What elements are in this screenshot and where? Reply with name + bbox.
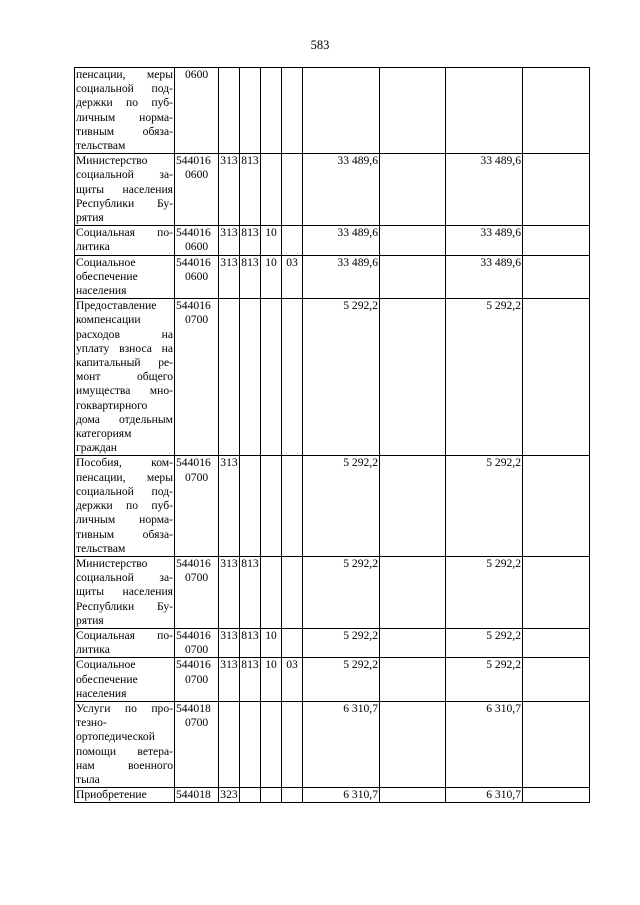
kvr-code-cell: 813	[240, 255, 261, 299]
section-code-cell: 10	[261, 255, 282, 299]
grbs-code-cell: 313	[219, 628, 240, 657]
federal-amount-cell	[380, 68, 446, 154]
republic-amount-cell: 5 292,2	[446, 456, 523, 556]
target-article-code-cell	[175, 556, 219, 628]
target-article-code-line: 0600	[185, 168, 209, 182]
item-name-line: Социальное	[76, 255, 136, 269]
item-name-line: тельствам	[76, 541, 126, 555]
item-name-line: населения	[76, 284, 127, 298]
kvr-code-cell: 813	[240, 658, 261, 702]
target-article-code-line: 0700	[185, 470, 209, 484]
section-code-cell	[261, 556, 282, 628]
federal-amount-cell	[380, 658, 446, 702]
federal-amount-cell	[380, 154, 446, 226]
grbs-code-cell: 313	[219, 255, 240, 299]
item-name-line: щиты населения	[76, 182, 173, 196]
target-article-code-cell	[175, 226, 219, 255]
item-name-line: обеспечение	[76, 672, 138, 686]
other-amount-cell	[523, 788, 590, 803]
other-amount-cell	[523, 701, 590, 787]
table-row	[75, 701, 590, 787]
federal-amount-cell	[380, 299, 446, 456]
republic-amount-cell: 33 489,6	[446, 154, 523, 226]
target-article-code-line: 0600	[185, 269, 209, 283]
item-name-line: Услуги по про-	[76, 701, 173, 715]
target-article-code-line: 0700	[185, 716, 209, 730]
table-row	[75, 628, 590, 657]
grbs-code-cell: 313	[219, 226, 240, 255]
item-name-line: Республики Бу-	[76, 196, 173, 210]
item-name-line: дома отдельным	[76, 412, 173, 426]
republic-amount-cell	[446, 68, 523, 154]
total-amount-cell: 6 310,7	[303, 788, 380, 803]
grbs-code-cell	[219, 299, 240, 456]
table-row	[75, 788, 590, 803]
item-name-line: литика	[76, 240, 110, 254]
section-code-cell	[261, 701, 282, 787]
item-name-cell	[75, 154, 175, 226]
item-name-cell	[75, 255, 175, 299]
republic-amount-cell: 6 310,7	[446, 788, 523, 803]
subsection-code-cell	[282, 154, 303, 226]
total-amount-cell: 5 292,2	[303, 556, 380, 628]
item-name-cell	[75, 701, 175, 787]
item-name-cell	[75, 628, 175, 657]
item-name-cell	[75, 456, 175, 556]
target-article-code-cell	[175, 154, 219, 226]
table-row	[75, 456, 590, 556]
other-amount-cell	[523, 255, 590, 299]
republic-amount-cell: 33 489,6	[446, 226, 523, 255]
kvr-code-cell	[240, 299, 261, 456]
table-row	[75, 299, 590, 456]
budget-table	[74, 67, 590, 803]
item-name-line: населения	[76, 686, 127, 700]
total-amount-cell: 5 292,2	[303, 456, 380, 556]
item-name-cell	[75, 226, 175, 255]
grbs-code-cell	[219, 701, 240, 787]
total-amount-cell: 6 310,7	[303, 701, 380, 787]
other-amount-cell	[523, 226, 590, 255]
item-name-line: держки по пуб-	[76, 96, 173, 110]
section-code-cell: 10	[261, 226, 282, 255]
target-article-code-line: 0600	[185, 68, 209, 81]
table-row	[75, 226, 590, 255]
target-article-code-cell	[175, 628, 219, 657]
section-code-cell	[261, 788, 282, 803]
republic-amount-cell: 5 292,2	[446, 299, 523, 456]
table-row	[75, 658, 590, 702]
item-name-line: личным норма-	[76, 513, 173, 527]
federal-amount-cell	[380, 255, 446, 299]
item-name-line: Министерство	[76, 556, 148, 570]
table-row	[75, 68, 590, 154]
item-name-line: нам военного	[76, 758, 173, 772]
target-article-code-line: 0700	[185, 643, 209, 657]
item-name-line: Предоставление	[76, 299, 157, 313]
item-name-cell	[75, 556, 175, 628]
grbs-code-cell: 313	[219, 658, 240, 702]
federal-amount-cell	[380, 701, 446, 787]
target-article-code-cell	[175, 456, 219, 556]
kvr-code-cell	[240, 68, 261, 154]
item-name-line: личным норма-	[76, 110, 173, 124]
federal-amount-cell	[380, 788, 446, 803]
target-article-code-line: 544016	[176, 556, 211, 570]
target-article-code-line: 0600	[185, 240, 209, 254]
table-body	[75, 68, 590, 803]
target-article-code-line: 0700	[185, 672, 209, 686]
item-name-line: имущества мно-	[76, 384, 173, 398]
item-name-line: пенсации, меры	[76, 470, 173, 484]
item-name-line: тивным обяза-	[76, 124, 173, 138]
target-article-code-cell	[175, 255, 219, 299]
grbs-code-cell: 313	[219, 154, 240, 226]
kvr-code-cell: 813	[240, 154, 261, 226]
subsection-code-cell	[282, 628, 303, 657]
item-name-cell	[75, 658, 175, 702]
total-amount-cell: 5 292,2	[303, 628, 380, 657]
federal-amount-cell	[380, 456, 446, 556]
other-amount-cell	[523, 658, 590, 702]
table-row	[75, 556, 590, 628]
target-article-code-line: 544016	[176, 299, 211, 313]
item-name-line: литика	[76, 643, 110, 657]
item-name-line: уплату взноса на	[76, 341, 173, 355]
target-article-code-line: 0700	[185, 313, 209, 327]
total-amount-cell: 33 489,6	[303, 226, 380, 255]
target-article-code-line: 544018	[176, 701, 211, 715]
item-name-cell	[75, 299, 175, 456]
target-article-code-cell	[175, 658, 219, 702]
item-name-line: рятия	[76, 613, 104, 627]
subsection-code-cell	[282, 68, 303, 154]
other-amount-cell	[523, 154, 590, 226]
section-code-cell: 10	[261, 628, 282, 657]
item-name-line: категориям	[76, 427, 132, 441]
item-name-line: социальной за-	[76, 571, 173, 585]
section-code-cell: 10	[261, 658, 282, 702]
item-name-line: Пособия, ком-	[76, 456, 173, 470]
item-name-line: капитальный ре-	[76, 356, 173, 370]
section-code-cell	[261, 456, 282, 556]
total-amount-cell: 33 489,6	[303, 255, 380, 299]
other-amount-cell	[523, 299, 590, 456]
kvr-code-cell	[240, 788, 261, 803]
federal-amount-cell	[380, 556, 446, 628]
subsection-code-cell: 03	[282, 255, 303, 299]
kvr-code-cell: 813	[240, 556, 261, 628]
item-name-line: компенсации	[76, 313, 141, 327]
target-article-code-line: 544016	[176, 628, 211, 642]
other-amount-cell	[523, 456, 590, 556]
republic-amount-cell: 5 292,2	[446, 658, 523, 702]
item-name-line: Социальное	[76, 658, 136, 672]
page-number: 583	[310, 38, 330, 52]
item-name-line: рятия	[76, 211, 104, 225]
grbs-code-cell: 313	[219, 556, 240, 628]
target-article-code-line: 544016	[176, 154, 211, 168]
section-code-cell	[261, 68, 282, 154]
item-name-line: Социальная по-	[76, 226, 173, 240]
other-amount-cell	[523, 68, 590, 154]
subsection-code-cell	[282, 788, 303, 803]
other-amount-cell	[523, 628, 590, 657]
republic-amount-cell: 5 292,2	[446, 556, 523, 628]
item-name-line: социальной под-	[76, 82, 173, 96]
item-name-line: социальной под-	[76, 484, 173, 498]
total-amount-cell: 33 489,6	[303, 154, 380, 226]
item-name-line: расходов на	[76, 327, 173, 341]
subsection-code-cell	[282, 299, 303, 456]
item-name-cell	[75, 788, 175, 803]
item-name-line: Республики Бу-	[76, 599, 173, 613]
target-article-code-line: 544016	[176, 456, 211, 470]
table-row	[75, 255, 590, 299]
item-name-line: Приобретение	[76, 788, 147, 802]
target-article-code-cell	[175, 299, 219, 456]
target-article-code-line: 544016	[176, 255, 211, 269]
subsection-code-cell	[282, 226, 303, 255]
republic-amount-cell: 33 489,6	[446, 255, 523, 299]
target-article-code-line: 0700	[185, 571, 209, 585]
grbs-code-cell: 313	[219, 456, 240, 556]
kvr-code-cell	[240, 456, 261, 556]
republic-amount-cell: 6 310,7	[446, 701, 523, 787]
item-name-line: Министерство	[76, 154, 148, 168]
total-amount-cell: 5 292,2	[303, 299, 380, 456]
section-code-cell	[261, 299, 282, 456]
item-name-line: монт общего	[76, 370, 173, 384]
target-article-code-cell	[175, 68, 219, 154]
item-name-cell	[75, 68, 175, 154]
kvr-code-cell: 813	[240, 628, 261, 657]
kvr-code-cell: 813	[240, 226, 261, 255]
total-amount-cell: 5 292,2	[303, 658, 380, 702]
republic-amount-cell: 5 292,2	[446, 628, 523, 657]
grbs-code-cell: 323	[220, 788, 238, 802]
item-name-line: тельствам	[76, 139, 126, 153]
item-name-line: держки по пуб-	[76, 499, 173, 513]
item-name-line: пенсации, меры	[76, 68, 173, 81]
target-article-code-line: 544018	[176, 788, 211, 802]
other-amount-cell	[523, 556, 590, 628]
item-name-line: граждан	[76, 441, 117, 455]
subsection-code-cell: 03	[282, 658, 303, 702]
item-name-line: социальной за-	[76, 168, 173, 182]
target-article-code-cell	[175, 788, 219, 803]
table-row	[75, 154, 590, 226]
item-name-line: тыла	[76, 772, 100, 786]
item-name-line: тезно-	[76, 716, 107, 730]
grbs-code-cell	[219, 68, 240, 154]
total-amount-cell	[303, 68, 380, 154]
target-article-code-line: 544016	[176, 658, 211, 672]
federal-amount-cell	[380, 628, 446, 657]
item-name-line: обеспечение	[76, 269, 138, 283]
subsection-code-cell	[282, 556, 303, 628]
item-name-line: помощи ветера-	[76, 744, 173, 758]
item-name-line: щиты населения	[76, 585, 173, 599]
item-name-line: гоквартирного	[76, 398, 148, 412]
federal-amount-cell	[380, 226, 446, 255]
target-article-code-cell	[175, 701, 219, 787]
item-name-line: ортопедической	[76, 730, 155, 744]
target-article-code-line: 544016	[176, 226, 211, 240]
item-name-line: Социальная по-	[76, 628, 173, 642]
subsection-code-cell	[282, 701, 303, 787]
subsection-code-cell	[282, 456, 303, 556]
kvr-code-cell	[240, 701, 261, 787]
section-code-cell	[261, 154, 282, 226]
item-name-line: тивным обяза-	[76, 527, 173, 541]
